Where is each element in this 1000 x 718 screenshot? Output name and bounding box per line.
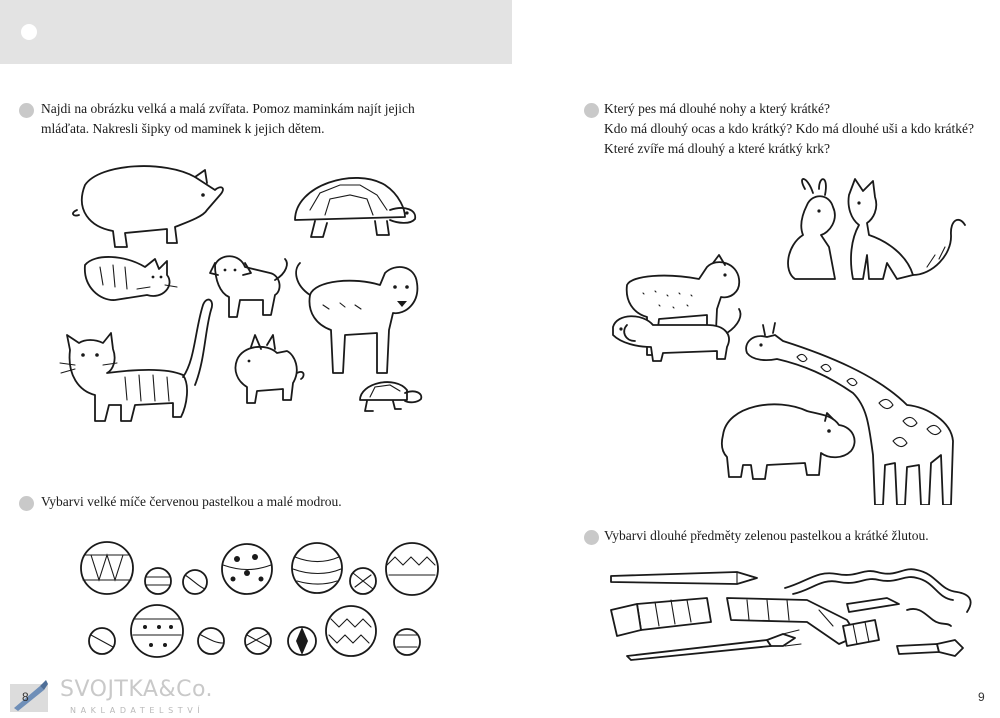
rabbit-illustration: [788, 179, 835, 279]
hippo-illustration: [722, 404, 855, 479]
dog-illustration: [296, 263, 417, 373]
task-line: Které zvíře má dlouhý a které krátký krk?: [604, 141, 831, 156]
task-line: Najdi na obrázku velká a malá zvířata. Pomoz maminkám najít jejich: [41, 101, 415, 116]
balls-illustration: [75, 535, 445, 665]
objects-illustration: [607, 560, 987, 665]
publisher-mark-icon: [10, 680, 50, 714]
ball-small: [198, 628, 224, 654]
right-page: [512, 0, 1000, 717]
animals-illustration: [55, 155, 440, 425]
pig-illustration: [73, 166, 223, 247]
ball-small: [183, 570, 207, 594]
short-brush-illustration: [897, 640, 963, 656]
ball-large: [292, 543, 342, 593]
header-band: [0, 0, 512, 64]
task-line: mláďata. Nakresli šipky od maminek k jejich dětem.: [41, 121, 325, 136]
task-balls: [41, 492, 342, 512]
task-line: Kdo má dlouhý ocas a kdo krátký? Kdo má dlouhé uši a kdo krátké?: [604, 121, 975, 136]
task-bullet: [584, 103, 599, 118]
task-long-objects: [604, 526, 929, 546]
ball-large: [81, 542, 133, 594]
piglet-illustration: [235, 335, 303, 403]
small-tortoise-illustration: [360, 382, 421, 411]
kitten-illustration: [85, 257, 177, 300]
ball-large: [222, 544, 272, 594]
publisher-subtitle: NAKLADATELSTVÍ: [70, 706, 205, 715]
ball-large: [386, 543, 438, 595]
task-line: Vybarvi velké míče červenou pastelkou a malé modrou.: [41, 494, 342, 509]
task-animals-mothers: [41, 99, 415, 139]
fox-illustration: [848, 179, 965, 279]
short-pencil-illustration: [847, 598, 899, 612]
long-short-animals-illustration: [607, 175, 967, 505]
tortoise-illustration: [295, 178, 415, 237]
ball-large: [326, 606, 376, 656]
page-number-right: 9: [978, 690, 985, 704]
publisher-name: SVOJTKA&Co.: [60, 677, 214, 702]
long-brush-illustration: [627, 630, 801, 660]
long-pencil-illustration: [611, 572, 757, 584]
puppy-illustration: [210, 256, 287, 317]
page-number-left: 8: [22, 690, 29, 704]
task-line: Který pes má dlouhé nohy a který krátké?: [604, 101, 831, 116]
task-line: Vybarvi dlouhé předměty zelenou pastelkou a krátké žlutou.: [604, 528, 929, 543]
ball-small: [145, 568, 171, 594]
cat-illustration: [60, 300, 212, 421]
task-bullet: [19, 496, 34, 511]
task-long-short: [604, 99, 974, 159]
long-scarf-illustration: [611, 598, 857, 644]
ball-small: [288, 627, 316, 655]
ball-small: [89, 628, 115, 654]
ball-small: [245, 628, 271, 654]
ball-large: [131, 605, 183, 657]
small-ribbon-illustration: [907, 609, 951, 626]
ball-small: [394, 629, 420, 655]
ball-small: [350, 568, 376, 594]
task-bullet: [19, 103, 34, 118]
header-dot: [21, 24, 37, 40]
task-bullet: [584, 530, 599, 545]
